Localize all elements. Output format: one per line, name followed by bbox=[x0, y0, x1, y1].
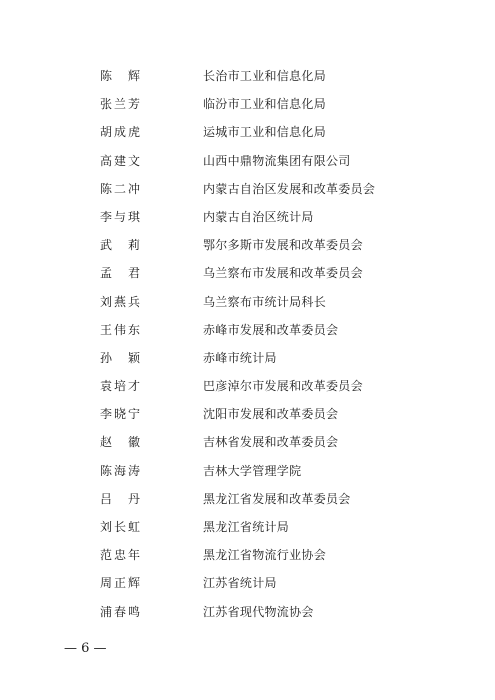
person-name: 高建文 bbox=[100, 153, 140, 168]
person-name: 陈海涛 bbox=[100, 463, 140, 478]
person-name: 李与琪 bbox=[100, 209, 140, 224]
organization: 内蒙古自治区统计局 bbox=[203, 209, 314, 224]
organization: 吉林大学管理学院 bbox=[203, 463, 302, 478]
person-name: 刘长虹 bbox=[100, 520, 140, 534]
organization: 长治市工业和信息化局 bbox=[203, 69, 327, 83]
list-item bbox=[0, 118, 495, 146]
person-name: 王伟东 bbox=[100, 322, 140, 337]
list-item bbox=[0, 372, 495, 400]
list-item bbox=[0, 598, 495, 626]
list-item bbox=[0, 175, 495, 203]
list-item bbox=[0, 513, 495, 541]
list-item bbox=[0, 344, 495, 372]
person-name: 吕 丹 bbox=[100, 491, 140, 506]
page-number: — 6 — bbox=[64, 641, 107, 656]
list-item bbox=[0, 90, 495, 118]
organization: 吉林省发展和改革委员会 bbox=[203, 435, 339, 450]
person-name: 范忠年 bbox=[100, 548, 140, 563]
person-name: 武 莉 bbox=[100, 238, 140, 253]
organization: 内蒙古自治区发展和改革委员会 bbox=[203, 181, 376, 196]
organization: 乌兰察布市发展和改革委员会 bbox=[203, 266, 363, 281]
organization: 乌兰察布市统计局科长 bbox=[203, 294, 327, 309]
person-name: 孙 颖 bbox=[100, 350, 140, 365]
person-name: 刘燕兵 bbox=[100, 294, 140, 309]
organization: 江苏省统计局 bbox=[203, 576, 277, 591]
list-item bbox=[0, 288, 495, 316]
list-item bbox=[0, 428, 495, 456]
list-item bbox=[0, 485, 495, 513]
organization: 运城市工业和信息化局 bbox=[203, 125, 327, 140]
organization: 山西中鼎物流集团有限公司 bbox=[203, 153, 351, 168]
list-item bbox=[0, 231, 495, 259]
list-item bbox=[0, 147, 495, 175]
organization: 巴彦淖尔市发展和改革委员会 bbox=[203, 379, 363, 394]
list-item bbox=[0, 259, 495, 287]
list-item bbox=[0, 541, 495, 569]
organization: 沈阳市发展和改革委员会 bbox=[203, 407, 339, 422]
person-name: 孟 君 bbox=[100, 266, 140, 281]
list-item bbox=[0, 62, 495, 90]
list-item bbox=[0, 400, 495, 428]
organization: 黑龙江省发展和改革委员会 bbox=[203, 491, 351, 506]
organization: 赤峰市统计局 bbox=[203, 350, 277, 365]
organization: 黑龙江省物流行业协会 bbox=[203, 548, 327, 563]
list-item bbox=[0, 457, 495, 485]
person-name: 袁培才 bbox=[100, 379, 140, 394]
person-name: 陈 辉 bbox=[100, 69, 140, 83]
list-item bbox=[0, 203, 495, 231]
person-name: 胡成虎 bbox=[100, 125, 140, 140]
person-name: 周正辉 bbox=[100, 576, 140, 591]
person-name: 浦春鸣 bbox=[100, 604, 140, 619]
person-name: 张兰芳 bbox=[100, 97, 140, 112]
list-item bbox=[0, 316, 495, 344]
organization: 江苏省现代物流协会 bbox=[203, 604, 314, 619]
personnel-list bbox=[0, 62, 495, 626]
person-name: 赵 徽 bbox=[100, 435, 140, 450]
organization: 临汾市工业和信息化局 bbox=[203, 97, 327, 112]
organization: 赤峰市发展和改革委员会 bbox=[203, 322, 339, 337]
person-name: 陈二冲 bbox=[100, 181, 140, 196]
organization: 鄂尔多斯市发展和改革委员会 bbox=[203, 238, 363, 253]
list-item bbox=[0, 569, 495, 597]
organization: 黑龙江省统计局 bbox=[203, 520, 290, 534]
person-name: 李晓宁 bbox=[100, 407, 140, 422]
